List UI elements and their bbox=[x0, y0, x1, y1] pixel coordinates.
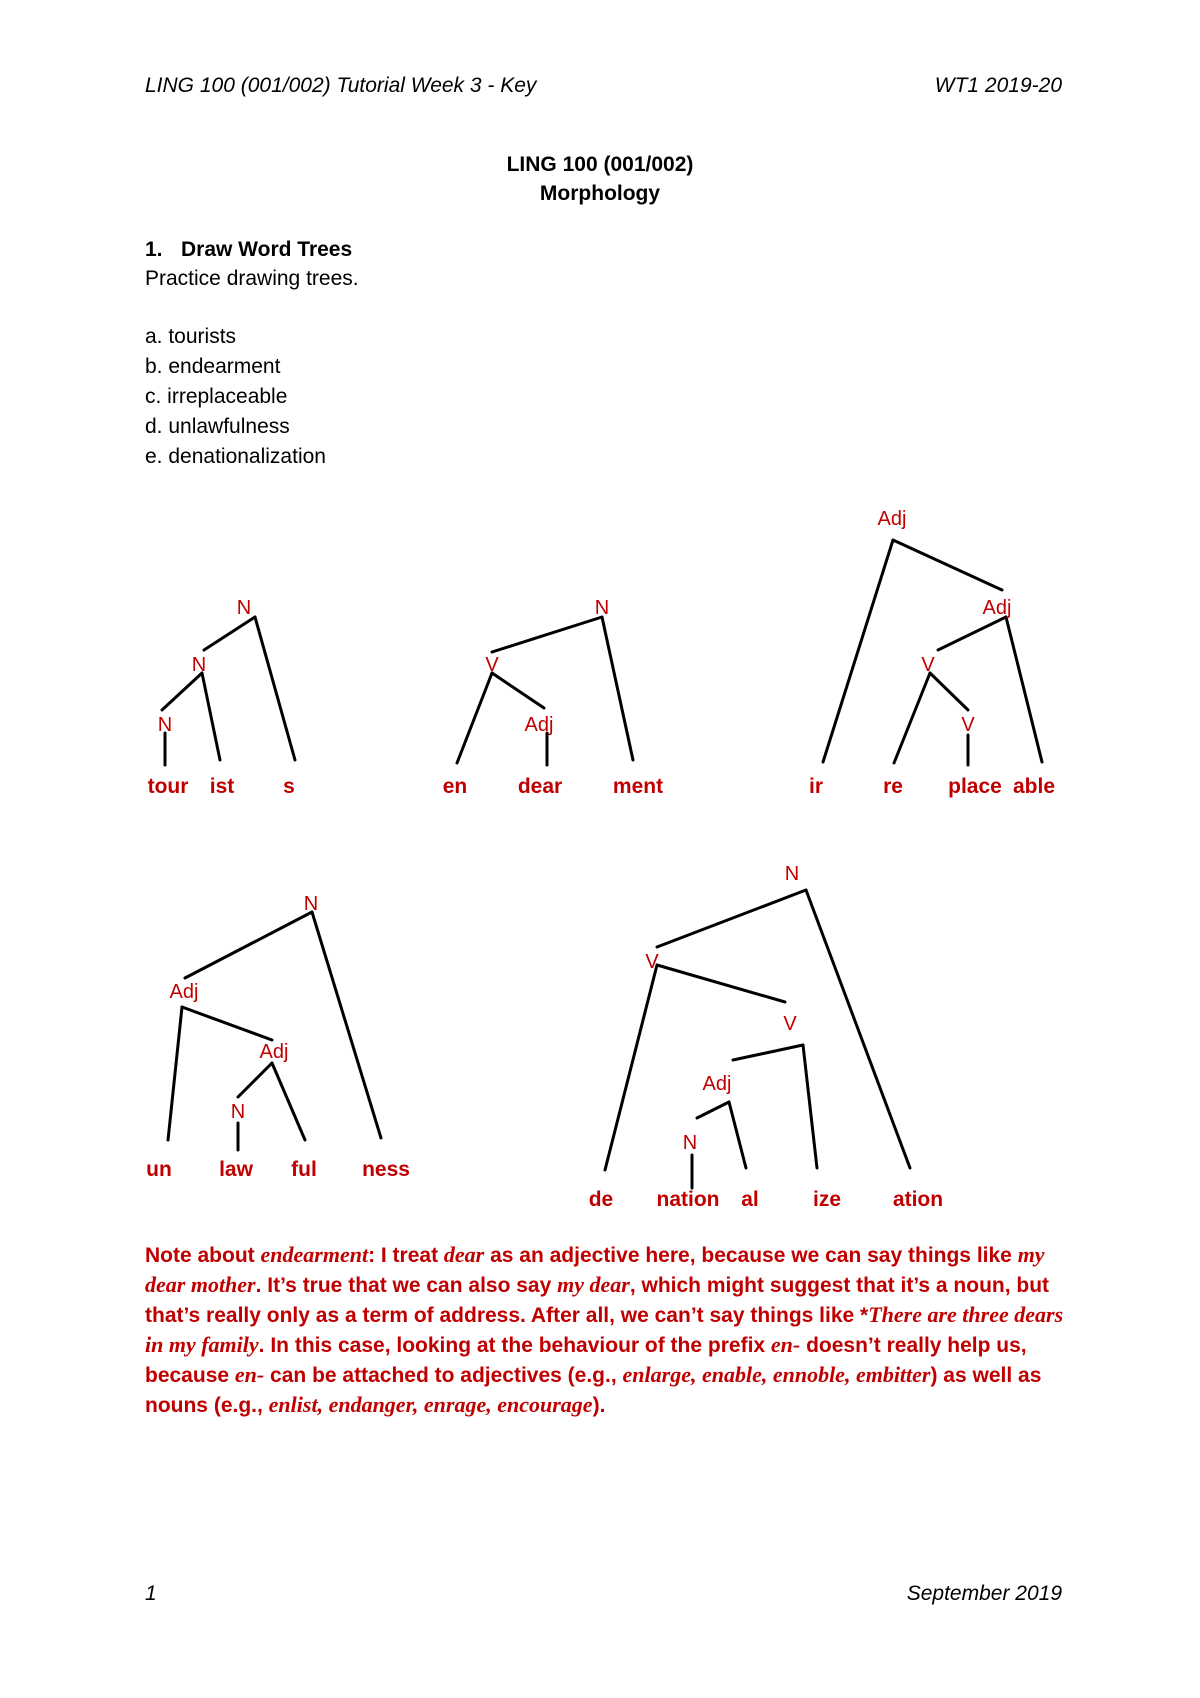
tree-node: Adj bbox=[259, 1041, 289, 1063]
branch bbox=[255, 617, 295, 760]
footer-date: September 2019 bbox=[906, 1582, 1062, 1605]
word-item-a: a. tourists bbox=[145, 325, 237, 348]
tree-node: Adj bbox=[702, 1073, 732, 1095]
note-example: enlist, endanger, enrage, encourage bbox=[268, 1392, 593, 1417]
tree-node: N bbox=[784, 863, 800, 885]
tree-irreplaceable bbox=[809, 508, 1055, 798]
note-text: doesn’t really help us, because bbox=[145, 1334, 1027, 1387]
morpheme: place bbox=[948, 775, 1002, 798]
morpheme: de bbox=[588, 1188, 614, 1211]
morpheme: ir bbox=[808, 775, 824, 798]
branch bbox=[806, 890, 910, 1168]
branch bbox=[602, 617, 633, 760]
branch bbox=[803, 1045, 817, 1168]
branch bbox=[605, 965, 657, 1170]
tree-denationalization bbox=[589, 863, 943, 1211]
morpheme: tour bbox=[147, 775, 189, 798]
branch bbox=[930, 673, 968, 710]
branch bbox=[733, 1045, 803, 1060]
morpheme: re bbox=[883, 775, 903, 798]
tree-node: N bbox=[303, 893, 319, 915]
tree-node: N bbox=[682, 1132, 698, 1154]
title-course: LING 100 (001/002) bbox=[506, 153, 694, 176]
morpheme: dear bbox=[517, 775, 563, 798]
branch bbox=[204, 617, 255, 650]
note-example: enlarge, enable, ennoble, embitter bbox=[622, 1362, 931, 1387]
branch bbox=[457, 673, 492, 763]
branch bbox=[272, 1063, 305, 1140]
section-heading-text: Draw Word Trees bbox=[181, 238, 353, 261]
tree-node: V bbox=[783, 1013, 797, 1035]
tree-node: N bbox=[191, 654, 207, 676]
header-title: LING 100 (001/002) Tutorial Week 3 - Key bbox=[145, 74, 537, 97]
morpheme: law bbox=[219, 1158, 253, 1181]
branch bbox=[185, 912, 312, 978]
branch bbox=[168, 1007, 182, 1140]
branch bbox=[312, 912, 381, 1138]
note-text: as an adjective here, because we can say things like bbox=[484, 1244, 1018, 1267]
note-example: my dear bbox=[557, 1272, 630, 1297]
word-item-d: d. unlawfulness bbox=[145, 415, 290, 438]
section-instruction: Practice drawing trees. bbox=[145, 267, 359, 290]
section-number: 1. bbox=[145, 238, 163, 261]
header-term: WT1 2019-20 bbox=[934, 74, 1062, 97]
branch bbox=[1006, 617, 1042, 762]
morpheme: ful bbox=[291, 1158, 317, 1181]
branch bbox=[894, 673, 930, 763]
note-text: , which might suggest that it’s a noun, but that’s really only as a term of address. After all, we can’t say things like * bbox=[145, 1274, 1050, 1327]
tree-node: V bbox=[921, 654, 935, 676]
morpheme: s bbox=[283, 775, 295, 798]
branch bbox=[938, 617, 1006, 650]
title-topic: Morphology bbox=[539, 182, 661, 205]
note-example: en- bbox=[770, 1332, 801, 1357]
tree-node: V bbox=[645, 951, 659, 973]
page-number: 1 bbox=[145, 1582, 157, 1605]
branch bbox=[823, 540, 893, 762]
tree-node: V bbox=[961, 714, 975, 736]
morpheme: ist bbox=[209, 775, 235, 798]
morpheme: ize bbox=[812, 1188, 842, 1211]
branch bbox=[697, 1102, 729, 1118]
tree-node: N bbox=[236, 597, 252, 619]
morpheme: un bbox=[146, 1158, 172, 1181]
note-example: my dear mother bbox=[145, 1242, 1045, 1297]
tree-tourists bbox=[148, 597, 295, 798]
tree-node: Adj bbox=[982, 597, 1012, 619]
branch bbox=[729, 1102, 746, 1168]
morpheme: ment bbox=[612, 775, 664, 798]
tree-node: Adj bbox=[169, 981, 199, 1003]
morpheme: en bbox=[442, 775, 468, 798]
morpheme: nation bbox=[656, 1188, 720, 1211]
branch bbox=[202, 673, 220, 760]
branch bbox=[893, 540, 1002, 590]
tree-node: Adj bbox=[877, 508, 907, 530]
morpheme: al bbox=[741, 1188, 759, 1211]
branch bbox=[657, 890, 806, 947]
branch bbox=[238, 1063, 272, 1097]
note-example: en- bbox=[234, 1362, 265, 1387]
note-text: can be attached to adjectives (e.g., bbox=[264, 1364, 623, 1387]
tree-node: V bbox=[485, 654, 499, 676]
note-example: dear bbox=[443, 1242, 485, 1267]
morpheme: able bbox=[1012, 775, 1056, 798]
tree-node: N bbox=[230, 1101, 246, 1123]
word-item-b: b. endearment bbox=[145, 355, 281, 378]
tree-unlawfulness bbox=[146, 893, 410, 1181]
note-lead-word: endearment bbox=[260, 1242, 369, 1267]
note-text: ). bbox=[592, 1394, 606, 1417]
tree-node: N bbox=[157, 714, 173, 736]
word-item-c: c. irreplaceable bbox=[145, 385, 288, 408]
branch bbox=[657, 965, 785, 1002]
note-text: . It’s true that we can also say bbox=[255, 1274, 558, 1297]
note-text: : I treat bbox=[368, 1244, 444, 1267]
word-item-e: e. denationalization bbox=[145, 445, 326, 468]
note-example: There are three dears in my family bbox=[145, 1302, 1064, 1357]
morpheme: ness bbox=[362, 1158, 410, 1181]
note-lead: Note about bbox=[145, 1244, 261, 1267]
tree-node: N bbox=[594, 597, 610, 619]
branch bbox=[162, 673, 202, 710]
endearment-note bbox=[145, 1240, 1065, 1420]
morpheme: ation bbox=[892, 1188, 944, 1211]
tree-node: Adj bbox=[524, 714, 554, 736]
note-text: . In this case, looking at the behaviour of the prefix bbox=[258, 1334, 771, 1357]
note-text: ) as well as nouns (e.g., bbox=[145, 1364, 1042, 1417]
tree-endearment bbox=[443, 597, 663, 798]
branch bbox=[492, 617, 602, 652]
branch bbox=[492, 673, 544, 708]
branch bbox=[182, 1007, 272, 1040]
